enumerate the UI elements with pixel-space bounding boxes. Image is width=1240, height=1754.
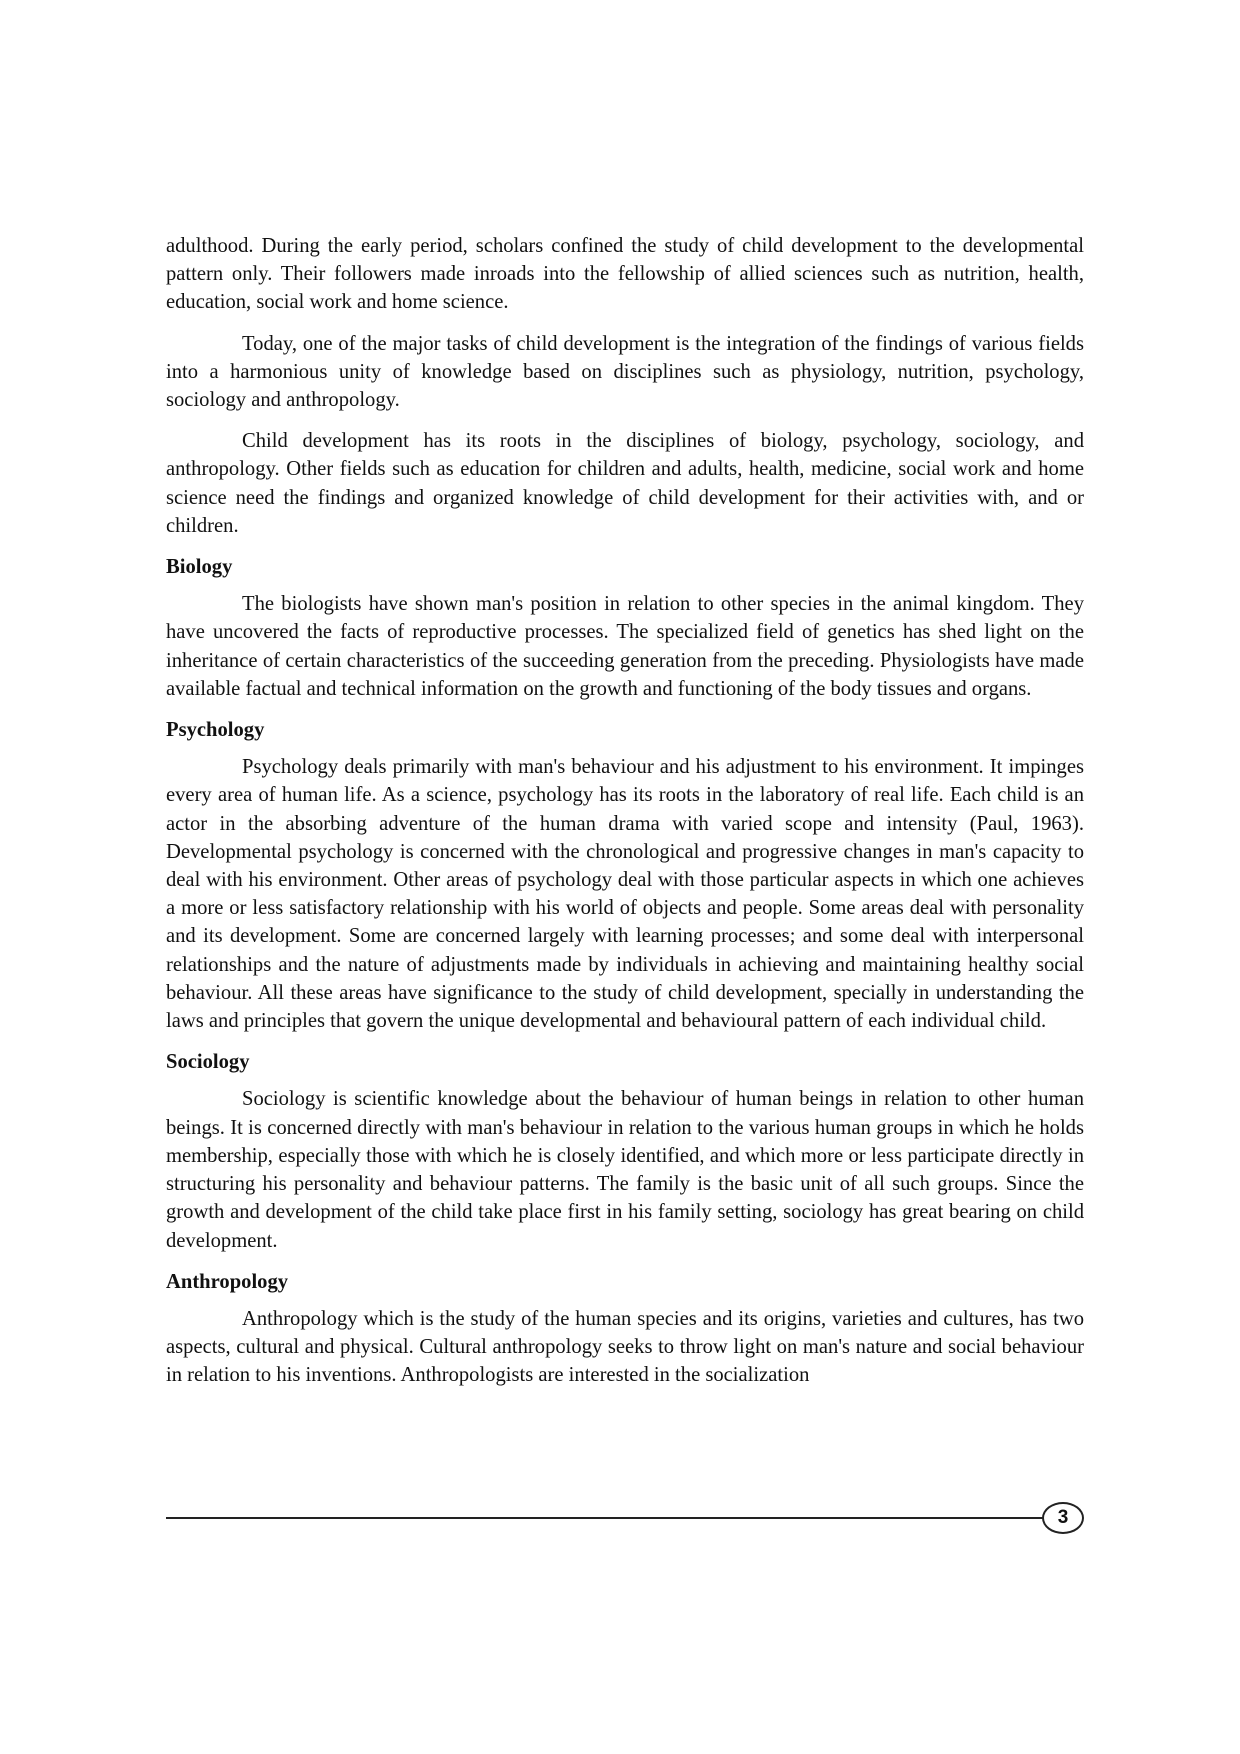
heading-psychology: Psychology bbox=[166, 719, 265, 742]
page-footer bbox=[166, 1500, 1084, 1536]
page-number-badge: 3 bbox=[1042, 1502, 1084, 1534]
paragraph-sociology: Sociology is scientific knowledge about the behaviour of human beings in relation to other human beings. It is concerned directly with man's behaviour in relation to the various human groups in which he holds membership, especially those with which he is closely identified, and which more or less participate directly in structuring his personality and behaviour patterns. The family is the basic unit of all such groups. Since the growth and development of the child take place first in his family setting, sociology has great bearing on child development. bbox=[166, 1088, 1084, 1252]
footer-divider bbox=[166, 1517, 1044, 1519]
heading-anthropology: Anthropology bbox=[166, 1270, 289, 1293]
paragraph-anthropology: Anthropology which is the study of the human species and its origins, varieties and cultures, has two aspects, cultural and physical. Cultural anthropology seeks to throw light on man's nature and social behaviour in relation to his inventions. Anthropologists are interested in the socialization bbox=[166, 1307, 1084, 1387]
paragraph-psychology: Psychology deals primarily with man's behaviour and his adjustment to his environment. It impinges every area of human life. As a science, psychology has its roots in the laboratory of real life. Each child is an actor in the absorbing adventure of the human drama with varied scope and intensity (Paul, 1963). Developmental psychology is concerned with the chronological and progressive changes in man's capacity to deal with his environment. Other areas of psychology deal with those particular aspects in which one achieves a more or less satisfactory relationship with his world of objects and people. Some areas deal with personality and its development. Some are concerned largely with learning processes; and some deal with interpersonal relationships and the nature of adjustments made by individuals in achieving and maintaining healthy social behaviour. All these areas have significance to the study of child development, specially in understanding the laws and principles that govern the unique developmental and behavioural pattern of each individual child. bbox=[166, 756, 1084, 1033]
paragraph-roots: Child development has its roots in the disciplines of biology, psychology, sociology, and anthropology. Other fields such as education for children and adults, health, medicine, social work and home science need the findings and organized knowledge of child development for their activities with, and or children. bbox=[166, 430, 1084, 537]
paragraph-intro-continuation: adulthood. During the early period, scholars confined the study of child development to the developmental pattern only. Their followers made inroads into the fellowship of allied sciences such as nutrition, health, education, social work and home science. bbox=[166, 235, 1084, 314]
heading-biology: Biology bbox=[166, 556, 233, 579]
heading-sociology: Sociology bbox=[166, 1051, 250, 1074]
paragraph-biology: The biologists have shown man's position in relation to other species in the animal kingdom. They have uncovered the facts of reproductive processes. The specialized field of genetics has shed light on the inheritance of certain characteristics of the succeeding generation from the preceding. Physiologists have made available factual and technical information on the growth and functioning of the body tissues and organs. bbox=[166, 593, 1084, 700]
page-body bbox=[166, 232, 1084, 1403]
paragraph-integration: Today, one of the major tasks of child development is the integration of the findings of various fields into a harmonious unity of knowledge based on disciplines such as physiology, nutrition, psychology, sociology and anthropology. bbox=[166, 332, 1084, 412]
